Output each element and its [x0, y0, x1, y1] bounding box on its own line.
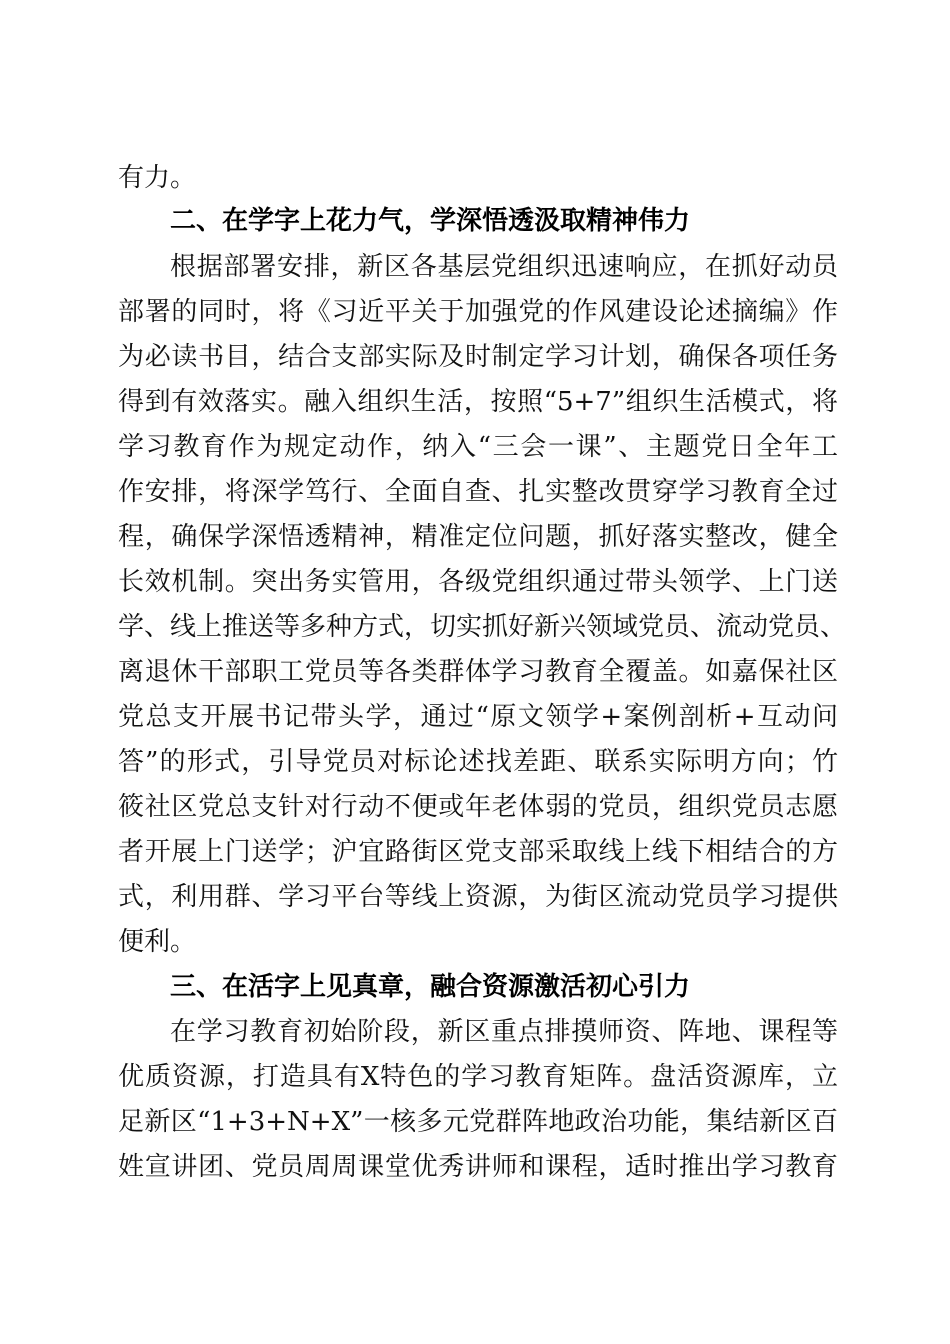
paragraph-line: 得到有效落实。融入组织生活，按照“5+7”组织生活模式，将	[118, 387, 838, 417]
paragraph-line: 足新区“1+3+N+X”一核多元党群阵地政治功能，集结新区百	[118, 1107, 838, 1137]
paragraph-line: 筱社区党总支针对行动不便或年老体弱的党员，组织党员志愿	[118, 792, 838, 822]
paragraph-line: 作安排，将深学笃行、全面自查、扎实整改贯穿学习教育全过	[118, 477, 838, 507]
paragraph-line: 姓宣讲团、党员周周课堂优秀讲师和课程，适时推出学习教育	[118, 1152, 838, 1182]
section-heading-2: 二、在学字上花力气，学深悟透汲取精神伟力	[170, 206, 691, 236]
paragraph-line: 学、线上推送等多种方式，切实抓好新兴领域党员、流动党员、	[118, 612, 847, 642]
paragraph-line: 部署的同时，将《习近平关于加强党的作风建设论述摘编》作	[118, 297, 838, 327]
paragraph-line: 根据部署安排，新区各基层党组织迅速响应，在抓好动员	[170, 252, 838, 282]
paragraph-line: 优质资源，打造具有X特色的学习教育矩阵。盘活资源库，立	[118, 1062, 838, 1092]
paragraph-line: 程，确保学深悟透精神，精准定位问题，抓好落实整改，健全	[118, 522, 838, 552]
paragraph-line: 在学习教育初始阶段，新区重点排摸师资、阵地、课程等	[170, 1017, 838, 1047]
paragraph-line: 学习教育作为规定动作，纳入“三会一课”、主题党日全年工	[118, 432, 838, 462]
paragraph-line: 答”的形式，引导党员对标论述找差距、联系实际明方向；竹	[118, 747, 838, 777]
paragraph-line: 长效机制。突出务实管用，各级党组织通过带头领学、上门送	[118, 567, 838, 597]
paragraph-line: 者开展上门送学；沪宜路街区党支部采取线上线下相结合的方	[118, 837, 838, 867]
paragraph-line: 便利。	[118, 927, 197, 957]
paragraph-line: 式，利用群、学习平台等线上资源，为街区流动党员学习提供	[118, 882, 838, 912]
paragraph-line: 离退休干部职工党员等各类群体学习教育全覆盖。如嘉保社区	[118, 657, 838, 687]
section-heading-3: 三、在活字上见真章，融合资源激活初心引力	[170, 972, 691, 1002]
paragraph-line: 为必读书目，结合支部实际及时制定学习计划，确保各项任务	[118, 342, 838, 372]
paragraph-line: 有力。	[118, 163, 197, 193]
paragraph-line: 党总支开展书记带头学，通过“原文领学+案例剖析+互动问	[118, 702, 838, 732]
